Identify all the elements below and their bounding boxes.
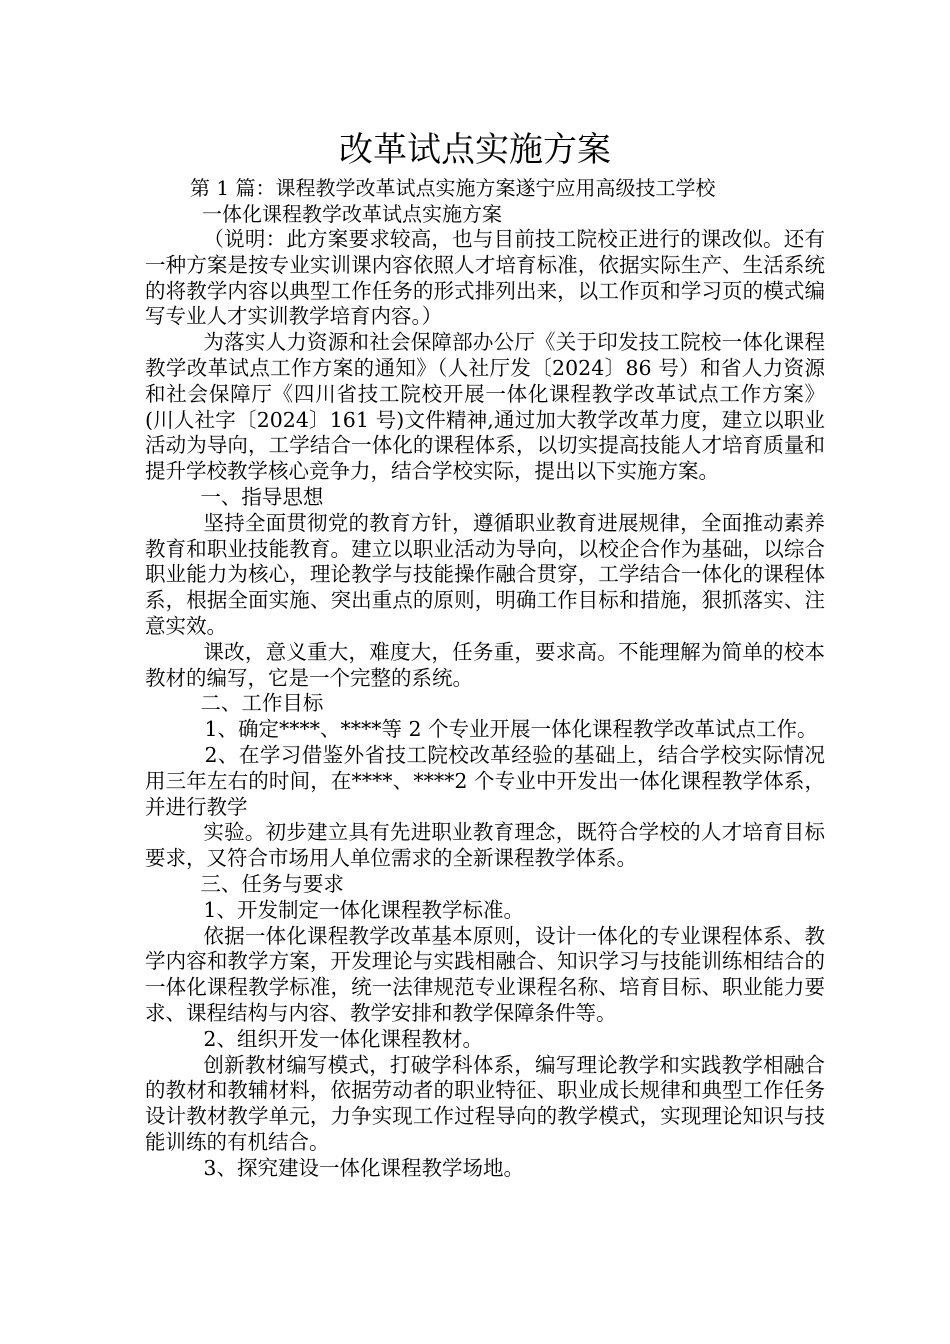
page-title: 改革试点实施方案 <box>339 130 611 170</box>
section-heading-tasks: 三、任务与要求 <box>200 871 344 896</box>
paragraph: 课改，意义重大，难度大，任务重，要求高。不能理解为简单的校本教材的编写，它是一个完整的系统。 <box>145 639 825 690</box>
paragraph: 创新教材编写模式，打破学科体系，编写理论教学和实践教学相融合的教材和教辅材料，依据劳动者的职业特征、职业成长规律和典型工作任务设计教材教学单元，力争实现工作过程导向的教学模式，实现理论知识与技能训练的有机结合。 <box>145 1052 825 1154</box>
section-heading-guiding-ideology: 一、指导思想 <box>200 484 324 509</box>
paragraph-intro: 为落实人力资源和社会保障部办公厅《关于印发技工院校一体化课程教学改革试点工作方案的通知》（人社厅发〔2024〕86 号）和省人力资源和社会保障厅《四川省技工院校开展一体化课程教学改革试点工作方案》(川人社字〔2024〕161 号)文件精神,通过加大教学改革力度，建立以职业活动为导向，工学结合一体化的课程体系，以切实提高技能人才培育质量和提升学校教学核心竞争力，结合学校实际，提出以下实施方案。 <box>145 330 825 484</box>
list-item: 3、探究建设一体化课程教学场地。 <box>203 1155 524 1180</box>
paragraph: 坚持全面贯彻党的教育方针，遵循职业教育进展规律，全面推动素养教育和职业技能教育。建立以职业活动为导向，以校企合作为基础，以综合职业能力为核心，理论教学与技能操作融合贯穿，工学结合一体化的课程体系，根据全面实施、突出重点的原则，明确工作目标和措施，狠抓落实、注意实效。 <box>145 510 825 638</box>
document-subtitle: 第 1 篇：课程教学改革试点实施方案遂宁应用高级技工学校 <box>190 176 716 200</box>
list-item: 1、开发制定一体化课程教学标准。 <box>203 897 524 922</box>
section-heading-work-goals: 二、工作目标 <box>200 691 324 716</box>
paragraph: 依据一体化课程教学改革基本原则，设计一体化的专业课程体系、教学内容和教学方案，开发理论与实践相融合、知识学习与技能训练相结合的一体化课程教学标准，统一法律规范专业课程名称、培育目标、职业能力要求、课程结构与内容、教学安排和教学保障条件等。 <box>145 923 825 1025</box>
paragraph: 实验。初步建立具有先进职业教育理念，既符合学校的人才培育目标要求，又符合市场用人单位需求的全新课程教学体系。 <box>145 820 825 871</box>
document-body <box>145 227 825 1181</box>
list-item: 2、在学习借鉴外省技工院校改革经验的基础上，结合学校实际情况用三年左右的时间，在****、****2 个专业中开发出一体化课程教学体系，并进行教学 <box>145 742 825 819</box>
paragraph-note: （说明：此方案要求较高，也与目前技工院校正进行的课改似。还有一种方案是按专业实训课内容依照人才培育标准，依据实际生产、生活系统的将教学内容以典型工作任务的形式排列出来，以工作页和学习页的模式编写专业人才实训教学培育内容。） <box>145 227 825 329</box>
list-item: 1、确定****、****等 2 个专业开展一体化课程教学改革试点工作。 <box>204 717 818 742</box>
document-subtitle-2: 一体化课程教学改革试点实施方案 <box>202 202 502 226</box>
list-item: 2、组织开发一体化课程教材。 <box>203 1026 483 1051</box>
